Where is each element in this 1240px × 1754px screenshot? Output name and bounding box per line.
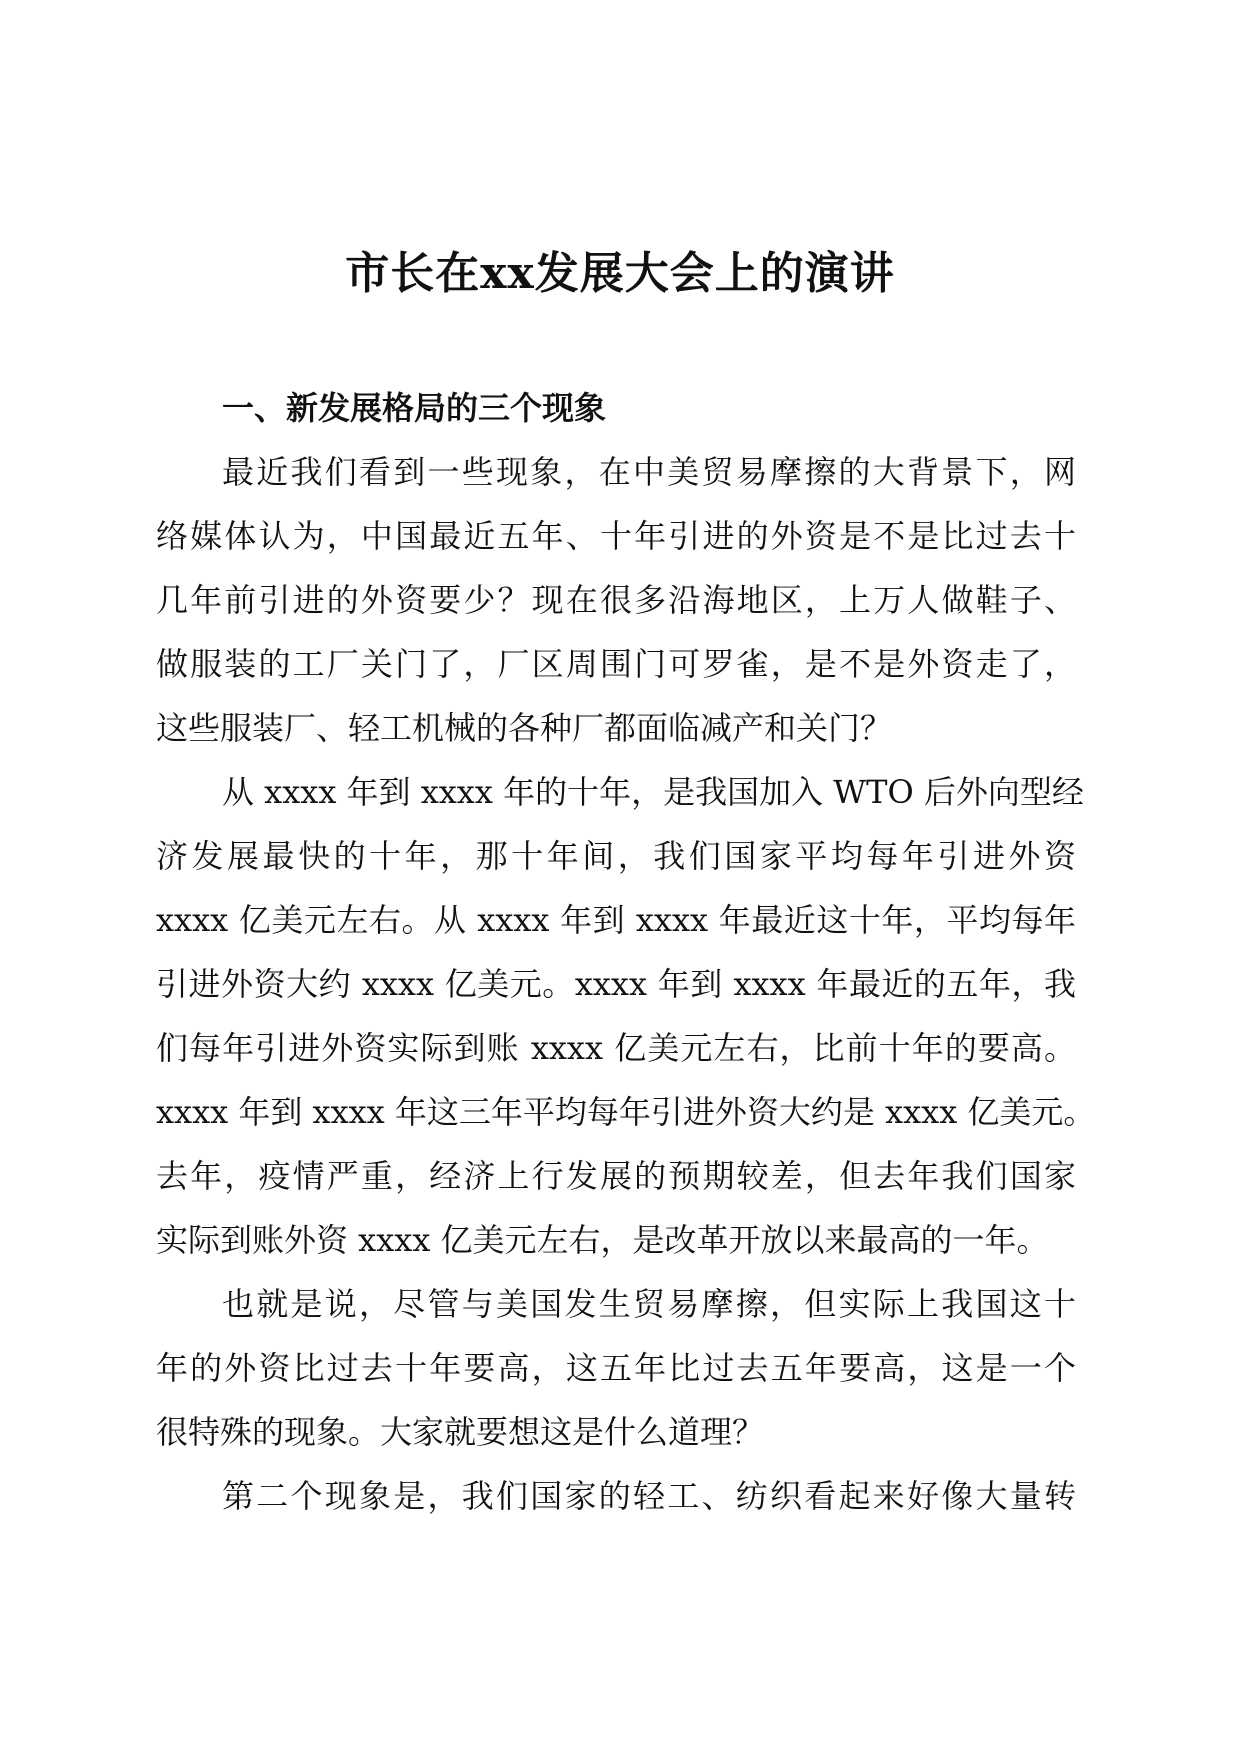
paragraph-line: 做服装的工厂关门了，厂区周围门可罗雀，是不是外资走了， (156, 645, 1076, 683)
paragraph-line: 很特殊的现象。大家就要想这是什么道理？ (156, 1413, 765, 1451)
paragraph-line: 引进外资大约 xxxx 亿美元。xxxx 年到 xxxx 年最近的五年，我 (156, 965, 1076, 1003)
paragraph-line: 最近我们看到一些现象，在中美贸易摩擦的大背景下，网 (222, 453, 1076, 491)
paragraph-line: xxxx 年到 xxxx 年这三年平均每年引进外资大约是 xxxx 亿美元。 (156, 1093, 1096, 1131)
paragraph-line: 去年，疫情严重，经济上行发展的预期较差，但去年我们国家 (156, 1157, 1076, 1195)
paragraph-line: 实际到账外资 xxxx 亿美元左右，是改革开放以来最高的一年。 (156, 1221, 1049, 1259)
paragraph-line: 几年前引进的外资要少？现在很多沿海地区，上万人做鞋子、 (156, 581, 1076, 619)
paragraph-line: xxxx 亿美元左右。从 xxxx 年到 xxxx 年最近这十年，平均每年 (156, 901, 1076, 939)
paragraph-line: 络媒体认为，中国最近五年、十年引进的外资是不是比过去十 (156, 517, 1076, 555)
document-title: 市长在xx发展大会上的演讲 (345, 248, 895, 299)
paragraph-line: 从 xxxx 年到 xxxx 年的十年，是我国加入 WTO 后外向型经 (222, 773, 1084, 811)
paragraph-line: 年的外资比过去十年要高，这五年比过去五年要高，这是一个 (156, 1349, 1076, 1387)
section-heading: 一、新发展格局的三个现象 (222, 389, 607, 427)
paragraph-line: 这些服装厂、轻工机械的各种厂都面临减产和关门？ (156, 709, 893, 747)
paragraph-line: 济发展最快的十年，那十年间，我们国家平均每年引进外资 (156, 837, 1076, 875)
paragraph-line: 也就是说，尽管与美国发生贸易摩擦，但实际上我国这十 (222, 1285, 1076, 1323)
paragraph-line: 第二个现象是，我们国家的轻工、纺织看起来好像大量转 (222, 1477, 1076, 1515)
paragraph-line: 们每年引进外资实际到账 xxxx 亿美元左右，比前十年的要高。 (156, 1029, 1076, 1067)
